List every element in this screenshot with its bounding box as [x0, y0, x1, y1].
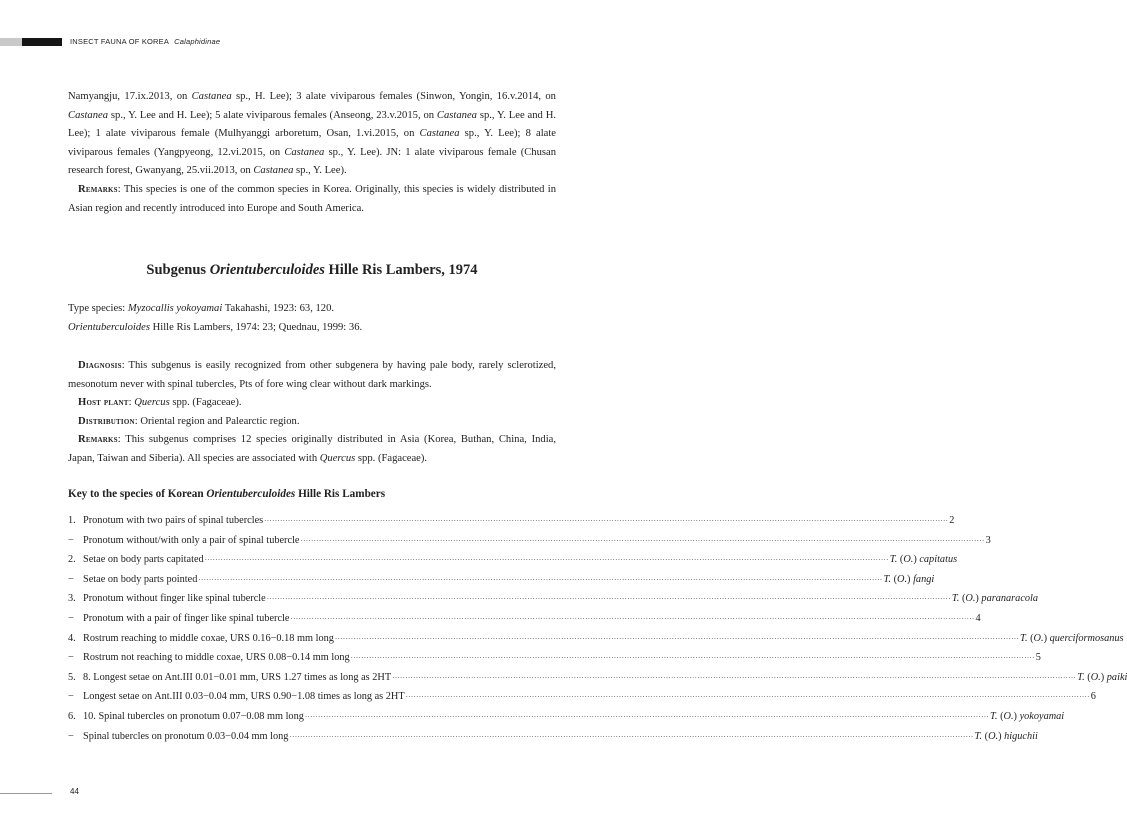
running-header-subtitle: Calaphidinae — [174, 37, 221, 46]
key-row — [68, 612, 981, 633]
type-species-label: Type species: — [68, 303, 128, 314]
key-row-text: Pronotum with a pair of finger like spinal tubercle — [83, 612, 290, 624]
key-row-number: 5. — [68, 671, 76, 683]
host-plant-text: spp. (Fagaceae). — [169, 397, 242, 409]
key-row-result: 5 — [1035, 652, 1041, 664]
key-row-text: Pronotum without finger like spinal tubercle — [83, 593, 266, 605]
host-genus-name: Castanea — [68, 109, 109, 121]
key-row-number: − — [68, 612, 74, 624]
key-row-result: 6 — [1090, 691, 1096, 703]
key-row — [68, 652, 1041, 672]
key-heading-suffix: Hille Ris Lambers — [295, 488, 386, 500]
key-row-result: T. (O.) higuchii — [974, 730, 1038, 742]
host-plant-genus: Quercus — [134, 397, 170, 409]
key-row — [68, 534, 991, 555]
key-row — [68, 691, 1096, 711]
subgenus-heading-suffix: Hille Ris Lambers, 1974 — [324, 262, 478, 278]
key-row-result: 3 — [985, 534, 991, 546]
key-row-result: T. (O.) paiki — [1077, 671, 1127, 683]
key-row-number: 6. — [68, 710, 76, 722]
host-genus-name: Castanea — [253, 165, 294, 177]
key-row-result: T. (O.) paranaracola — [951, 593, 1039, 605]
synonymy-line — [68, 319, 556, 338]
type-species-line — [68, 300, 556, 319]
subgenus-heading-name: Orientuberculoides — [209, 262, 325, 278]
subgenus-remarks-end: spp. (Fagaceae). — [355, 452, 428, 464]
key-row-number: − — [68, 534, 74, 546]
host-genus-name: Castanea — [191, 91, 232, 102]
species-remarks: Remarks: This species is one of the common species in Korea. Originally, this species is widely distributed in Asian region and recently introduced into Europe and South America. — [68, 183, 557, 214]
key-row-leader-dots: ···································································································································································································································································· — [289, 732, 974, 741]
species-remarks-text: This species is one of the common species in Korea. Originally, this species is widely distributed in Asian region and recently introduced into Europe and South America. — [68, 183, 557, 214]
page-number: 44 — [70, 787, 79, 796]
distribution-text: Oriental region and Palearctic region. — [140, 415, 300, 427]
intro-section — [68, 88, 556, 218]
key-row-leader-dots: ···································································································································································································································································· — [198, 575, 883, 584]
material-examined-text: Namyangju, 17.ix.2013, on Castanea sp., H. Lee); 3 alate viviparous females (Sinwon, Yongin, 16.v.2014, on Castanea sp., Y. Lee and H. Lee); 5 alate viviparous females (Anseong, 23.v.2015, on Castanea sp., Y. Lee and H. Lee); 1 alate viviparous female (Mulhyanggi arboretum, Osan, 1.vi.2015, on Castanea sp., Y. Lee); 8 alate viviparous females (Yangpyeong, 12.vi.2015, on Castanea sp., Y. Lee). JN: 1 alate viviparous female (Chusan research forest, Gwanyang, 25.vii.2013, on Castanea sp., Y. Lee). — [68, 91, 557, 177]
key-row-leader-dots: ···································································································································································································································································· — [334, 634, 1019, 643]
running-header — [70, 37, 220, 46]
key-row-number: 3. — [68, 593, 76, 605]
key-heading-prefix: Key to the species of Korean — [68, 488, 207, 500]
type-species-ref: Takahashi, 1923: 63, 120. — [222, 303, 335, 314]
key-row-number: 1. — [68, 515, 76, 526]
key-row-number: 2. — [68, 554, 76, 566]
key-row-leader-dots: ···································································································································································································································································· — [290, 614, 975, 623]
header-gray-bar — [0, 38, 22, 46]
type-species-block — [68, 300, 556, 337]
key-row-result: T. (O.) capitatus — [889, 554, 958, 566]
key-row-text: Pronotum with two pairs of spinal tubercles — [83, 515, 264, 526]
subgenus-description — [68, 357, 556, 469]
subgenus-remarks-paragraph: Remarks: This subgenus comprises 12 species originally distributed in Asia (Korea, Buthan, China, India, Japan, Taiwan and Siberia). All species are associated with Quercus spp. (Fagaceae). — [68, 434, 556, 464]
key-row — [68, 515, 955, 535]
key-row — [68, 573, 935, 594]
key-row-number: − — [68, 691, 74, 703]
key-row-leader-dots: ···································································································································································································································································· — [300, 536, 985, 545]
key-row — [68, 632, 1124, 653]
diagnosis-label: Diagnosis — [78, 360, 122, 371]
key-row-text: Setae on body parts capitated — [83, 554, 204, 566]
diagnosis-text: This subgenus is easily recognized from other subgenera by having pale body, rarely sclerotized, mesonotum never with spinal tubercles, Pts of fore wing clear without dark markings. — [68, 360, 556, 390]
key-row-result: 2 — [949, 515, 955, 526]
key-row — [68, 730, 1038, 751]
synonymy-ref: Hille Ris Lambers, 1974: 23; Quednau, 1999: 36. — [150, 321, 363, 333]
key-row-result: T. (O.) querciformosanus — [1019, 632, 1124, 644]
key-row-number: − — [68, 730, 74, 742]
host-genus-name: Castanea — [436, 109, 477, 121]
identification-key — [68, 515, 1127, 750]
subgenus-remarks-text: This subgenus comprises 12 species originally distributed in Asia (Korea, Buthan, China, India, Japan, Taiwan and Siberia). All species are associated with — [68, 434, 556, 464]
key-row-text: Longest setae on Ant.III 0.03−0.04 mm, URS 0.90−1.08 times as long as 2HT — [83, 691, 405, 703]
key-row-leader-dots: ···································································································································································································································································· — [405, 693, 1090, 702]
type-species-name: Myzocallis yokoyamai — [127, 303, 223, 314]
subgenus-heading-prefix: Subgenus — [146, 262, 210, 278]
key-row-text: Setae on body parts pointed — [83, 573, 198, 585]
key-row — [68, 671, 1127, 692]
key-row-leader-dots: ···································································································································································································································································· — [392, 673, 1077, 682]
running-header-title: INSECT FAUNA OF KOREA — [70, 37, 170, 46]
key-row-leader-dots: ···································································································································································································································································· — [204, 556, 889, 565]
key-row-leader-dots: ···································································································································································································································································· — [304, 712, 989, 721]
key-row-text: Spinal tubercles on pronotum 0.03−0.04 mm long — [83, 730, 289, 742]
key-row-leader-dots: ···································································································································································································································································· — [266, 595, 951, 604]
diagnosis-paragraph: Diagnosis: This subgenus is easily recognized from other subgenera by having pale body, rarely sclerotized, mesonotum never with spinal tubercles, Pts of fore wing clear without dark markings. — [68, 360, 556, 390]
key-row — [68, 554, 958, 574]
footer-rule — [0, 793, 52, 794]
key-row — [68, 593, 1039, 613]
header-black-bar — [22, 38, 62, 46]
key-row-result: T. (O.) yokoyamai — [989, 710, 1065, 722]
key-row-text: 8. Longest setae on Ant.III 0.01−0.01 mm, URS 1.27 times as long as 2HT — [83, 671, 392, 683]
key-row-result: 4 — [975, 612, 981, 624]
key-row-result: T. (O.) fangi — [883, 573, 935, 585]
subgenus-heading — [68, 262, 556, 279]
subgenus-remarks-label: Remarks — [78, 434, 118, 446]
key-row-leader-dots: ···································································································································································································································································· — [350, 654, 1035, 663]
host-genus-name: Castanea — [419, 128, 460, 140]
key-heading-genus: Orientuberculoides — [206, 488, 296, 500]
host-plant-label: Host plant — [78, 397, 129, 409]
synonymy-genus: Orientuberculoides — [68, 321, 150, 333]
key-row-text: Pronotum without/with only a pair of spinal tubercle — [83, 534, 300, 546]
key-heading — [68, 488, 385, 500]
key-row-leader-dots: ···································································································································································································································································· — [264, 517, 949, 525]
species-remarks-label: Remarks — [78, 183, 118, 195]
host-genus-name: Castanea — [284, 146, 325, 158]
host-plant-paragraph: Host plant: Quercus spp. (Fagaceae). — [78, 397, 242, 409]
subgenus-remarks-genus: Quercus — [319, 452, 356, 464]
key-row — [68, 710, 1065, 731]
key-row-text: Rostrum not reaching to middle coxae, URS 0.08−0.14 mm long — [83, 652, 350, 664]
distribution-paragraph: Distribution: Oriental region and Palearctic region. — [78, 415, 300, 427]
key-row-text: 10. Spinal tubercles on pronotum 0.07−0.08 mm long — [83, 710, 304, 722]
key-row-number: − — [68, 573, 74, 585]
key-row-text: Rostrum reaching to middle coxae, URS 0.16−0.18 mm long — [83, 632, 334, 644]
key-row-number: 4. — [68, 632, 76, 644]
key-row-number: − — [68, 652, 74, 664]
distribution-label: Distribution — [78, 415, 135, 427]
